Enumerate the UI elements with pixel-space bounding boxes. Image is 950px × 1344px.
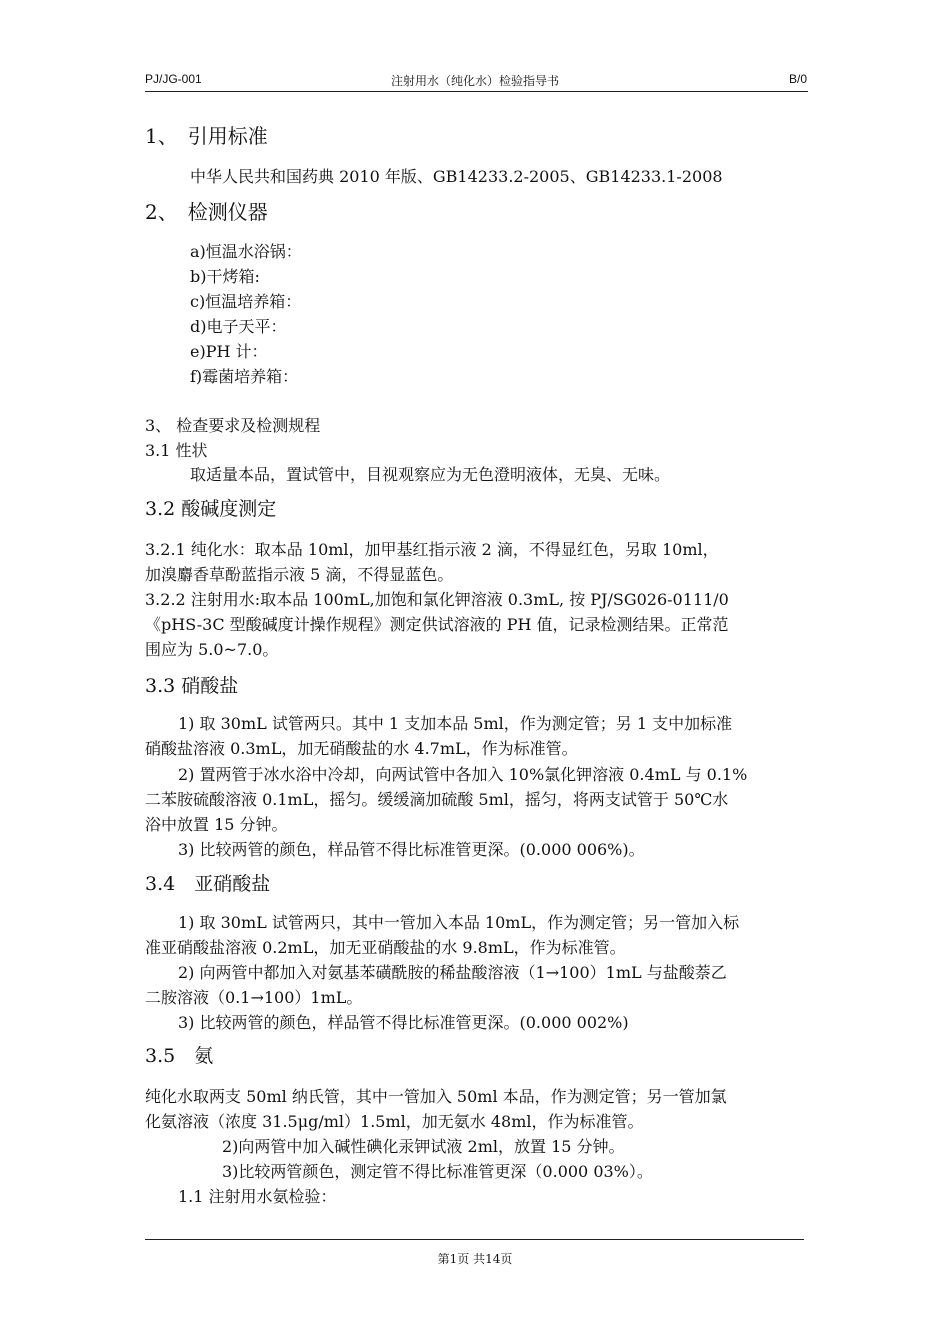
paragraph-line: 浴中放置 15 分钟。: [145, 815, 288, 834]
section-1-text: 中华人民共和国药典 2010 年版、GB14233.2-2005、GB14233.1-2008: [190, 167, 723, 186]
header-revision: B/0: [788, 72, 807, 86]
paragraph-line: 化氨溶液（浓度 31.5μg/ml）1.5ml，加无氨水 48ml，作为标准管。: [145, 1112, 644, 1131]
section-3-2-title: 3.2 酸碱度测定: [145, 498, 277, 520]
section-2-title: 2、 检测仪器: [145, 200, 268, 224]
instrument-item: e)PH 计：: [190, 342, 268, 361]
paragraph-line: 3.2.2 注射用水:取本品 100mL,加饱和氯化钾溶液 0.3mL, 按 PJ/SG026-0111/0: [145, 590, 729, 609]
paragraph-line: 3) 比较两管的颜色，样品管不得比标准管更深。(0.000 006%)。: [178, 840, 645, 859]
paragraph-line: 围应为 5.0~7.0。: [145, 640, 279, 659]
paragraph-line: 1) 取 30mL 试管两只。其中 1 支加本品 5ml，作为测定管；另 1 支中加标准: [178, 714, 733, 733]
header-title: 注射用水（纯化水）检验指导书: [390, 74, 559, 88]
paragraph-line: 《pHS-3C 型酸碱度计操作规程》测定供试溶液的 PH 值，记录检测结果。正常范: [145, 615, 729, 634]
section-3-1-text: 取适量本品，置试管中，目视观察应为无色澄明液体，无臭、无味。: [190, 465, 671, 484]
section-3-title: 3、 检查要求及检测规程: [145, 416, 321, 435]
instrument-item: c)恒温培养箱：: [190, 292, 302, 311]
section-1-title: 1、 引用标准: [145, 124, 268, 148]
paragraph-line: 1) 取 30mL 试管两只，其中一管加入本品 10mL，作为测定管；另一管加入标: [178, 913, 740, 932]
paragraph-line: 2)向两管中加入碱性碘化汞钾试液 2ml，放置 15 分钟。: [222, 1137, 625, 1156]
header-doc-code: PJ/JG-001: [145, 72, 202, 86]
paragraph-line: 2) 置两管于冰水浴中冷却，向两试管中各加入 10%氯化钾溶液 0.4mL 与 0.1%: [178, 765, 748, 784]
paragraph-line: 3) 比较两管的颜色，样品管不得比标准管更深。(0.000 002%): [178, 1013, 629, 1032]
paragraph-line: 1.1 注射用水氨检验：: [178, 1187, 337, 1206]
instrument-item: a)恒温水浴锅：: [190, 242, 302, 261]
paragraph-line: 3.2.1 纯化水：取本品 10ml，加甲基红指示液 2 滴，不得显红色，另取 10ml，: [145, 540, 719, 559]
paragraph-line: 3)比较两管颜色，测定管不得比标准管更深（0.000 03%）。: [222, 1162, 653, 1181]
footer-rule: [145, 1239, 804, 1240]
section-3-4-title: 3.4 亚硝酸盐: [145, 873, 271, 895]
instrument-item: b)干烤箱:: [190, 267, 260, 286]
section-3-1-title: 3.1 性状: [145, 441, 208, 460]
paragraph-line: 硝酸盐溶液 0.3mL，加无硝酸盐的水 4.7mL，作为标准管。: [145, 739, 578, 758]
section-3-5-title: 3.5 氨: [145, 1045, 214, 1067]
paragraph-line: 二苯胺硫酸溶液 0.1mL，摇匀。缓缓滴加硫酸 5ml，摇匀，将两支试管于 50℃水: [145, 790, 729, 809]
paragraph-line: 纯化水取两支 50ml 纳氏管，其中一管加入 50ml 本品，作为测定管；另一管加氯: [145, 1087, 727, 1106]
paragraph-line: 准亚硝酸盐溶液 0.2mL，加无亚硝酸盐的水 9.8mL，作为标准管。: [145, 938, 626, 957]
paragraph-line: 2) 向两管中都加入对氨基苯磺酰胺的稀盐酸溶液（1→100）1mL 与盐酸萘乙: [178, 963, 727, 982]
paragraph-line: 加溴麝香草酚蓝指示液 5 滴，不得显蓝色。: [145, 565, 454, 584]
section-3-3-title: 3.3 硝酸盐: [145, 675, 239, 697]
instrument-item: f)霉菌培养箱：: [190, 367, 299, 386]
page-number: 第1页 共14页: [437, 1252, 513, 1266]
paragraph-line: 二胺溶液（0.1→100）1mL。: [145, 988, 363, 1007]
instrument-item: d)电子天平：: [190, 317, 287, 336]
header-rule: [145, 91, 808, 92]
